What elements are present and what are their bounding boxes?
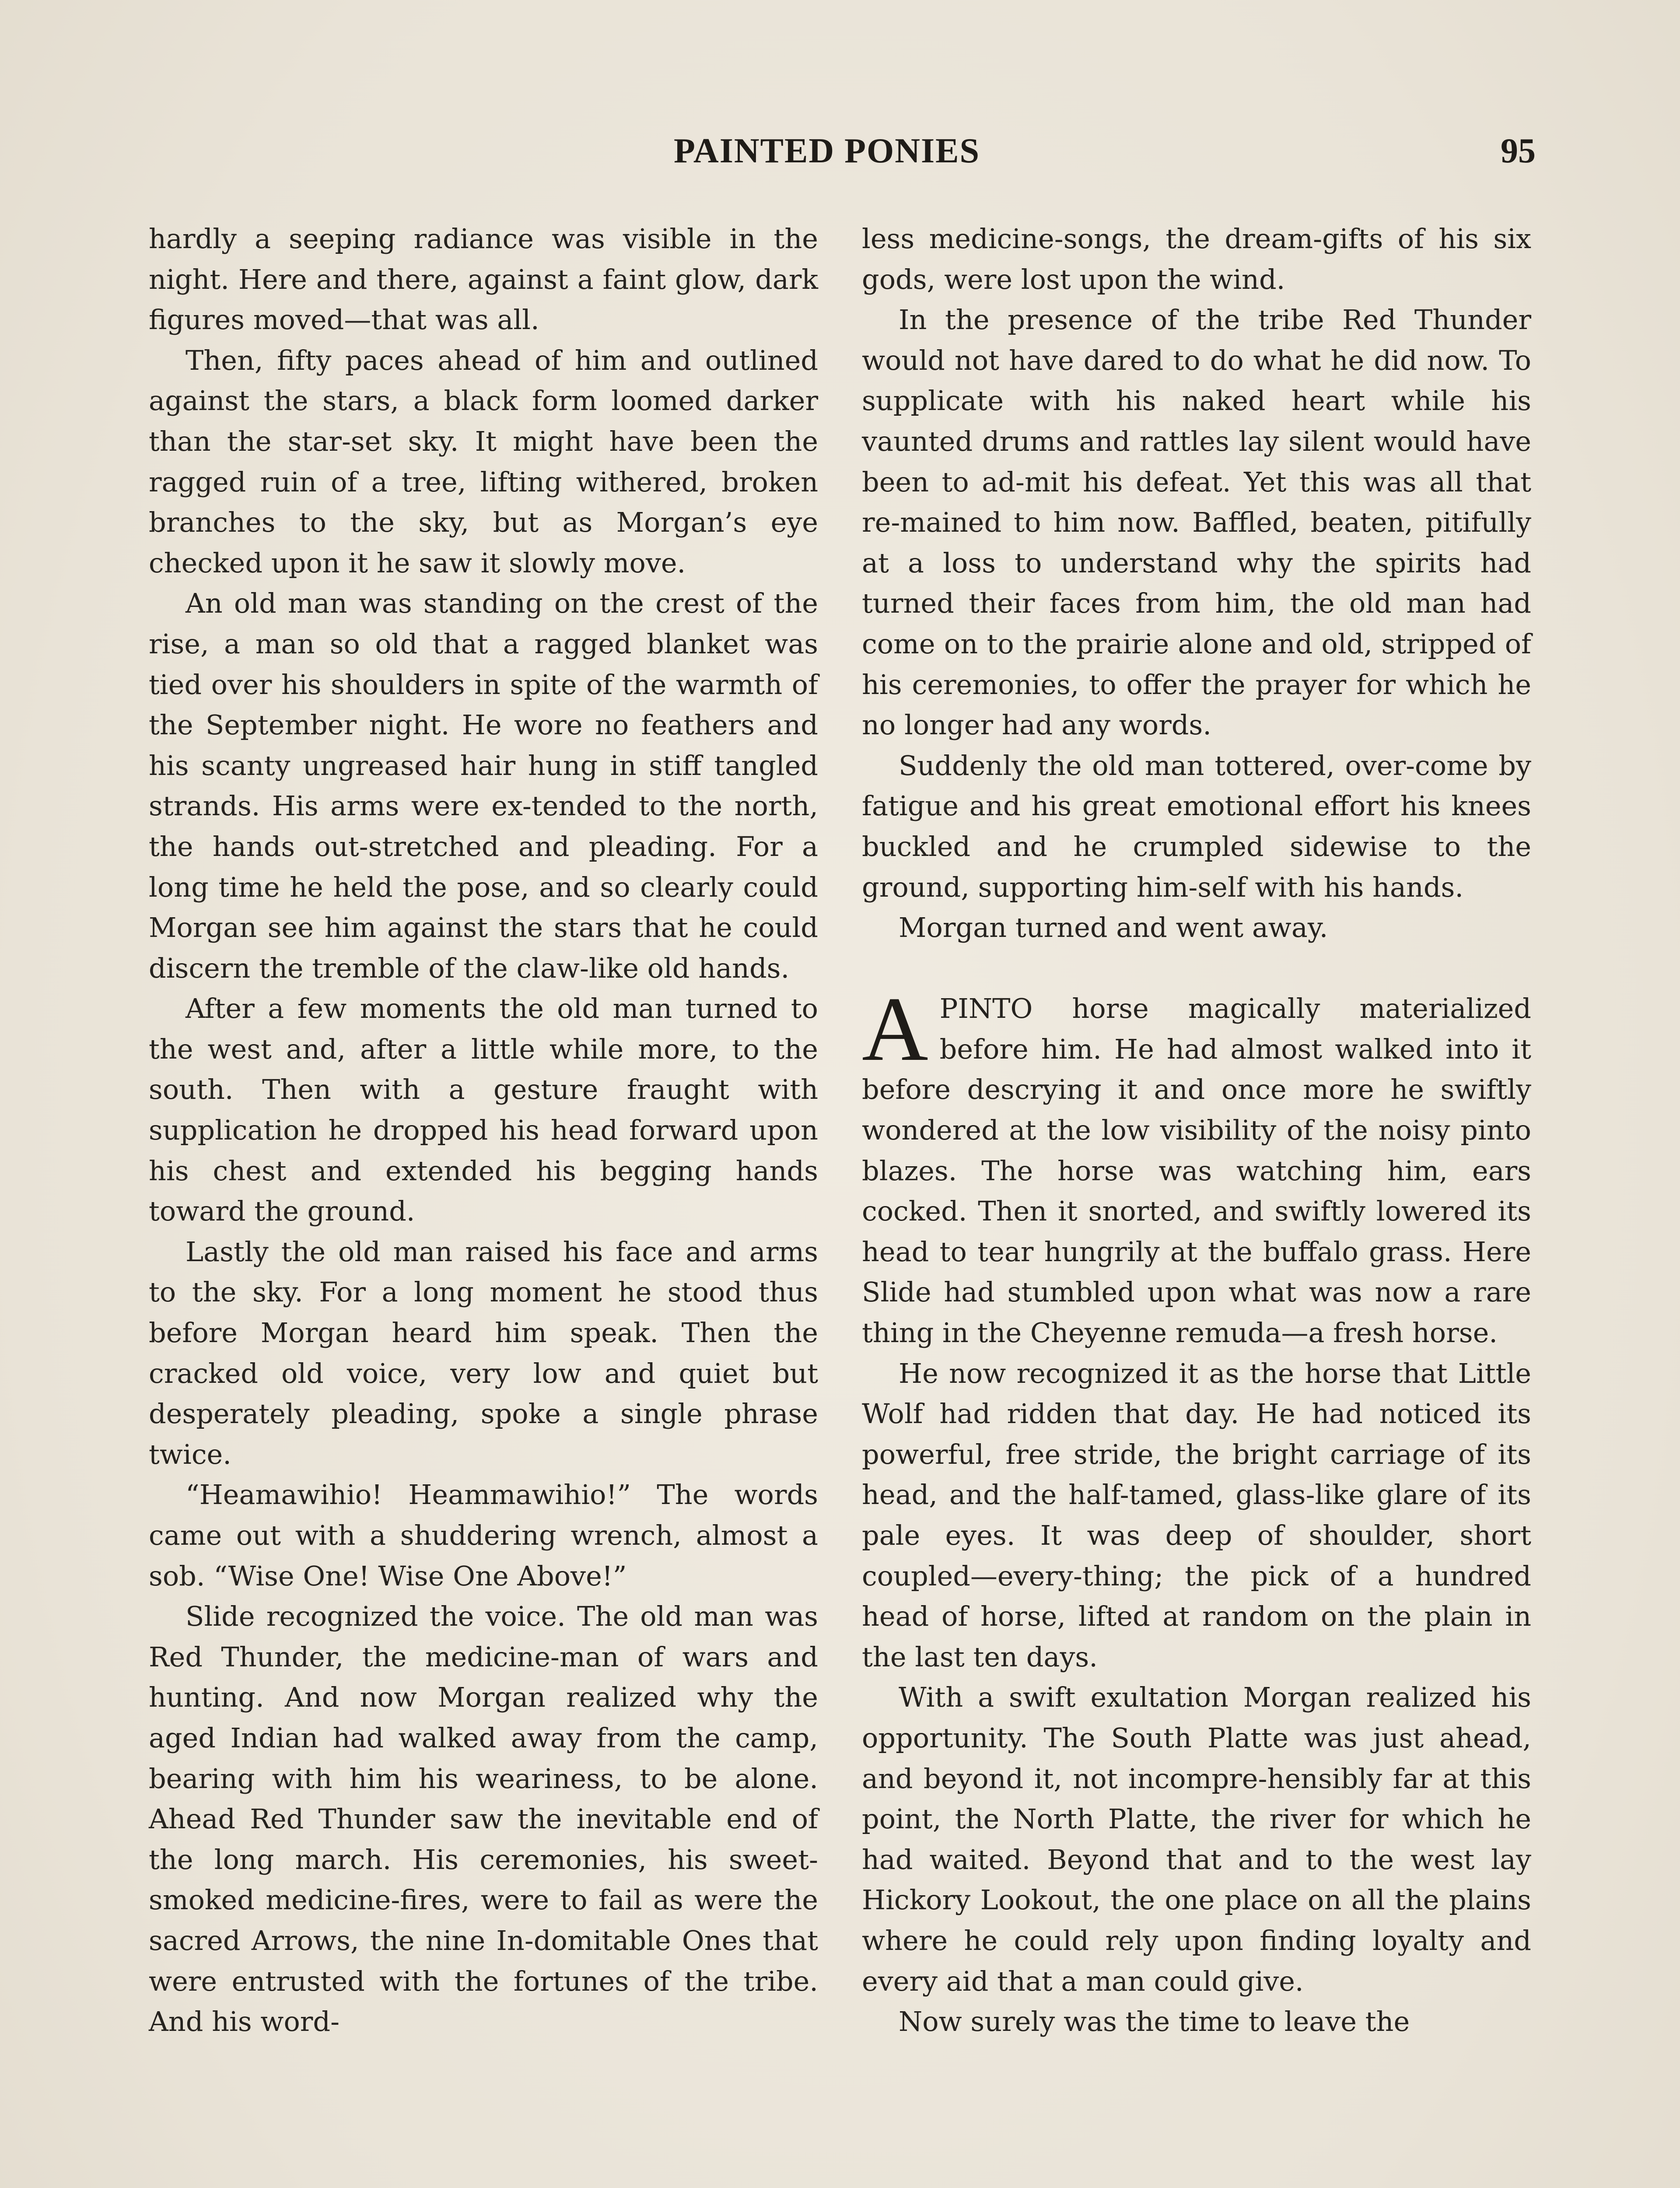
page-number: 95 [1501, 132, 1536, 170]
left-column [149, 219, 818, 2042]
section-opening-text: PINTO horse magically materialized before him. He had almost walked into it before descrying it and once more he swiftly wondered at the low visibility of the noisy pinto blazes. The horse was watching him, ears cocked. Then it snorted, and swiftly lowered its head to tear hungrily at the buffalo grass. Here Slide had stumbled upon what was now a rare thing in the Cheyenne remuda—a fresh horse. [862, 992, 1531, 1349]
running-title: PAINTED PONIES [674, 132, 980, 170]
paragraph: Now surely was the time to leave the [899, 2006, 1410, 2038]
paragraph: He now recognized it as the horse that Little Wolf had ridden that day. He had noticed its powerful, free stride, the bright carriage of its head, and the half-tamed, glass-like glare of its pale eyes. It was deep of shoulder, short coupled—every-thing; the pick of a hundred head of horse, lifted at random on the plain in the last ten days. [862, 1357, 1531, 1673]
paragraph: Suddenly the old man tottered, over-come by fatigue and his great emotional effort his knees buckled and he crumpled sidewise to the ground, supporting him-self with his hands. [862, 749, 1531, 903]
paragraph: less medicine-songs, the dream-gifts of his six gods, were lost upon the wind. [862, 223, 1531, 295]
paragraph: In the presence of the tribe Red Thunder would not have dared to do what he did now. To supplicate with his naked heart while his vaunted drums and rattles lay silent would have been to ad-mit his defeat. Yet this was all that re-mained to him now. Baffled, beaten, pitifully at a loss to understand why the spirits had turned their faces from him, the old man had come on to the prairie alone and old, stripped of his ceremonies, to offer the prayer for which he no longer had any words. [862, 304, 1531, 741]
paragraph: After a few moments the old man turned to the west and, after a little while more, to the south. Then with a gesture fraught with supplication he dropped his head forward upon his chest and extended his begging hands toward the ground. [149, 992, 818, 1227]
paragraph: Morgan turned and went away. [899, 912, 1328, 944]
drop-cap: A [862, 978, 928, 1080]
paragraph: With a swift exultation Morgan realized his opportunity. The South Platte was just ahead, and beyond it, not incompre-hensibly far at this point, the North Platte, the river for which he had waited. Beyond that and to the west lay Hickory Lookout, the one place on all the plains where he could rely upon finding loyalty and every aid that a man could give. [862, 1681, 1531, 1997]
paragraph: Then, fifty paces ahead of him and outlined against the stars, a black form loomed darker than the star-set sky. It might have been the ragged ruin of a tree, lifting withered, broken branches to the sky, but as Morgan’s eye checked upon it he saw it slowly move. [149, 344, 818, 579]
paragraph: Lastly the old man raised his face and arms to the sky. For a long moment he stood thus before Morgan heard him speak. Then the cracked old voice, very low and quiet but desperately pleading, spoke a single phrase twice. [149, 1235, 818, 1470]
paragraph: “Heamawihio! Heammawihio!” The words came out with a shuddering wrench, almost a sob. “Wise One! Wise One Above!” [149, 1479, 818, 1592]
right-column [862, 219, 1531, 2042]
paragraph: An old man was standing on the crest of the rise, a man so old that a ragged blanket was tied over his shoulders in spite of the warmth of the September night. He wore no feathers and his scanty ungreased hair hung in stiff tangled strands. His arms were ex-tended to the north, the hands out-stretched and pleading. For a long time he held the pose, and so clearly could Morgan see him against the stars that he could discern the tremble of the claw-like old hands. [149, 587, 818, 984]
paragraph: hardly a seeping radiance was visible in the night. Here and there, against a faint glow, dark figures moved—that was all. [149, 223, 818, 336]
section-opening-paragraph [862, 978, 1531, 1353]
paragraph: Slide recognized the voice. The old man was Red Thunder, the medicine-man of wars and hunting. And now Morgan realized why the aged Indian had walked away from the camp, bearing with him his weariness, to be alone. Ahead Red Thunder saw the inevitable end of the long march. His ceremonies, his sweet-smoked medicine-fires, were to fail as were the sacred Arrows, the nine In-domitable Ones that were entrusted with the fortunes of the tribe. And his word- [149, 1600, 818, 2038]
